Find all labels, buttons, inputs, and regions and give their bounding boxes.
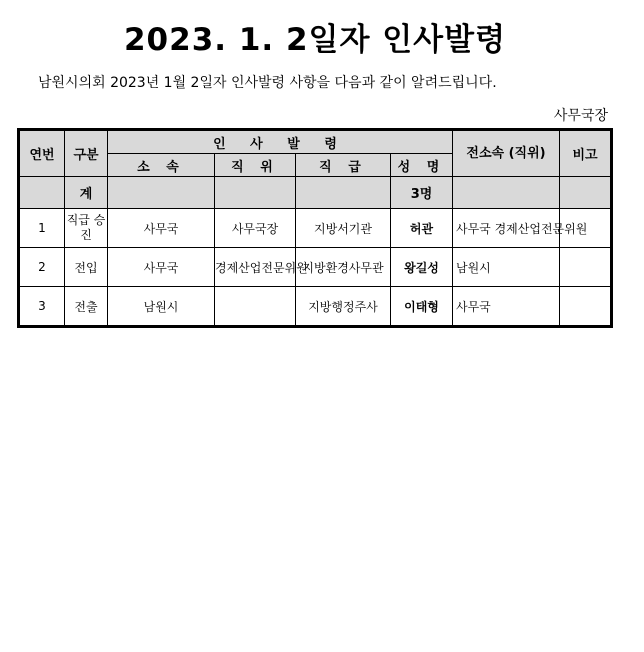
header-department: 소 속 (108, 154, 215, 177)
row-previous: 사무국 경제산업전문위원 (453, 209, 560, 248)
summary-row (19, 177, 612, 209)
lead-text: 남원시의회 2023년 1월 2일자 인사발령 사항을 다음과 같이 알려드립니다. (38, 75, 497, 91)
row-previous: 남원시 (453, 248, 560, 287)
header-category: 구분 (65, 130, 108, 177)
appointment-table (17, 128, 613, 328)
row-position: 경제산업전문위원 (215, 248, 296, 287)
row-department: 사무국 (108, 209, 215, 248)
row-position: 사무국장 (215, 209, 296, 248)
row-grade: 지방행정주사 (296, 287, 391, 327)
row-grade: 지방서기관 (296, 209, 391, 248)
row-category: 전출 (65, 287, 108, 327)
signer-text: 사무국장 (553, 108, 608, 124)
table-row (19, 209, 612, 248)
row-remarks (560, 248, 612, 287)
summary-remarks (560, 177, 612, 209)
row-name: 왕길성 (391, 248, 453, 287)
header-remarks: 비고 (560, 130, 612, 177)
document-title: 2023. 1. 2일자 인사발령 (123, 22, 507, 58)
summary-department (108, 177, 215, 209)
row-position (215, 287, 296, 327)
row-department: 남원시 (108, 287, 215, 327)
header-row-1 (19, 130, 612, 154)
row-department: 사무국 (108, 248, 215, 287)
table-row (19, 287, 612, 327)
row-previous: 사무국 (453, 287, 560, 327)
summary-previous (453, 177, 560, 209)
header-previous: 전소속 (직위) (453, 130, 560, 177)
summary-no (19, 177, 65, 209)
summary-total: 3명 (391, 177, 453, 209)
summary-label: 계 (65, 177, 108, 209)
row-no: 3 (19, 287, 65, 327)
row-category: 직급 승진 (65, 209, 108, 248)
row-category: 전입 (65, 248, 108, 287)
header-grade: 직 급 (296, 154, 391, 177)
row-name: 이태형 (391, 287, 453, 327)
header-name: 성 명 (391, 154, 453, 177)
row-no: 2 (19, 248, 65, 287)
table-row (19, 248, 612, 287)
row-name: 허관 (391, 209, 453, 248)
header-appointment: 인 사 발 령 (108, 130, 453, 154)
header-position: 직 위 (215, 154, 296, 177)
header-no: 연번 (19, 130, 65, 177)
row-grade: 지방환경사무관 (296, 248, 391, 287)
summary-grade (296, 177, 391, 209)
row-remarks (560, 287, 612, 327)
row-no: 1 (19, 209, 65, 248)
summary-position (215, 177, 296, 209)
